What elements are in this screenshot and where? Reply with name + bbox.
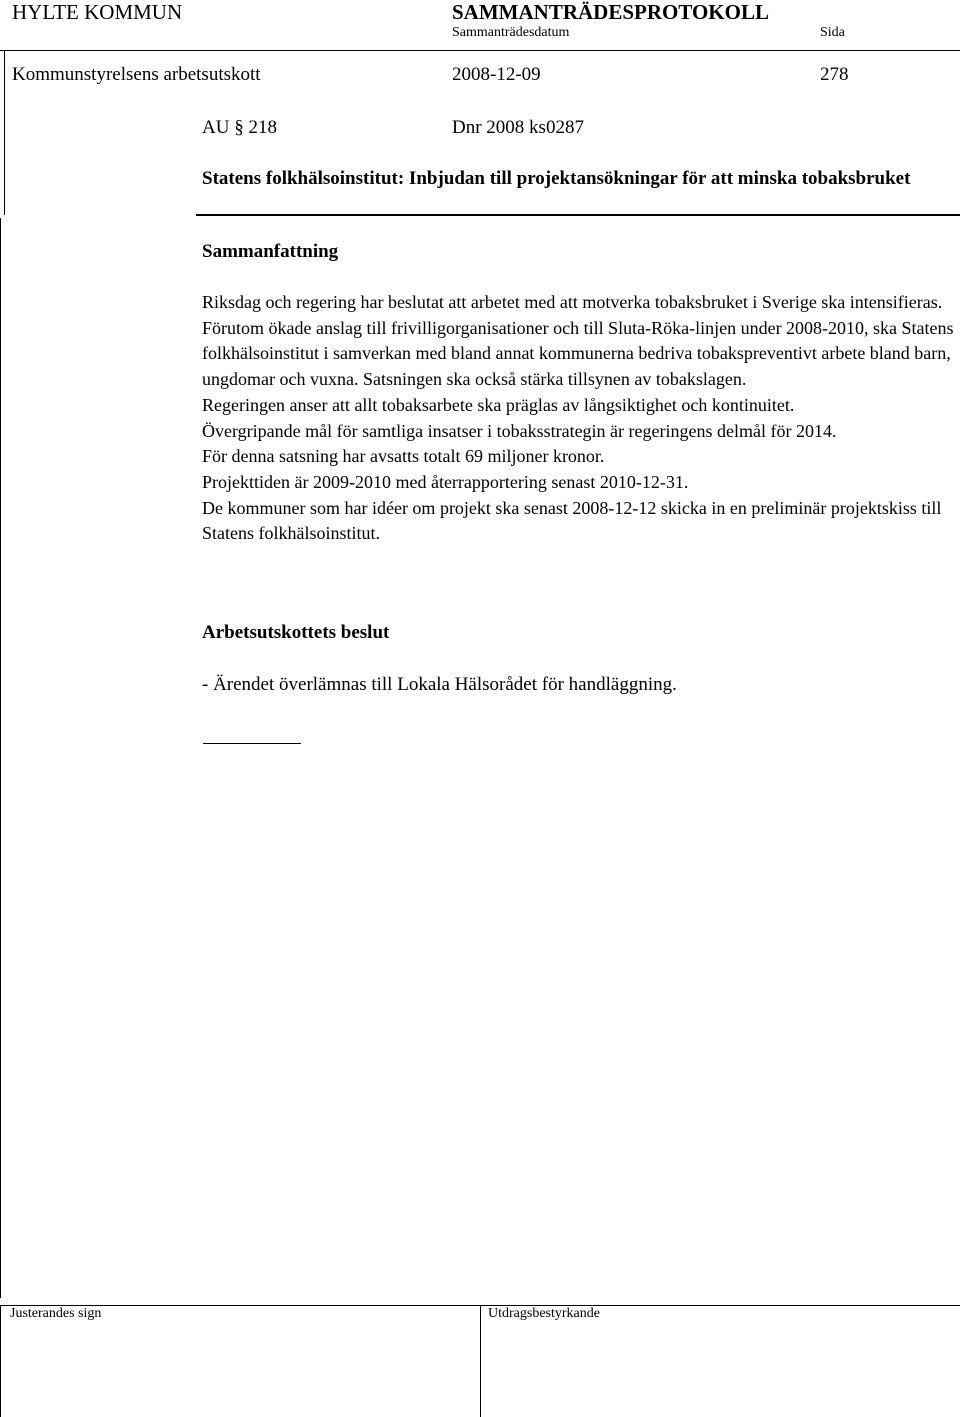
decision-heading: Arbetsutskottets beslut	[202, 622, 390, 643]
registry-number: Dnr 2008 ks0287	[452, 117, 584, 138]
summary-paragraph: Projekttiden är 2009-2010 med återrapportering senast 2010-12-31.	[202, 471, 689, 492]
end-rule	[203, 743, 301, 744]
left-margin-line-body	[0, 218, 1, 1298]
footer-left-line	[0, 1306, 1, 1417]
organization-name: HYLTE KOMMUN	[12, 0, 183, 24]
summary-heading: Sammanfattning	[202, 241, 339, 262]
left-margin-line	[4, 50, 5, 215]
case-title: Statens folkhälsoinstitut: Inbjudan till projektansökningar för att minska tobaksbruket	[202, 168, 911, 189]
summary-paragraph: För denna satsning har avsatts totalt 69 miljoner kronor.	[202, 446, 605, 467]
page-number: 278	[820, 64, 849, 85]
summary-paragraph: Övergripande mål för samtliga insatser i tobaksstrategin är regeringens delmål för 2014.	[202, 420, 837, 441]
footer-middle-line	[480, 1306, 481, 1417]
decision-text: - Ärendet överlämnas till Lokala Hälsorådet för handläggning.	[202, 674, 677, 695]
summary-text	[202, 290, 957, 547]
document-title: SAMMANTRÄDESPROTOKOLL	[452, 0, 769, 24]
case-number: AU § 218	[202, 117, 277, 138]
summary-paragraph: De kommuner som har idéer om projekt ska senast 2008-12-12 skicka in en preliminär projektskiss till Statens folkhälsoinstitut.	[202, 497, 942, 544]
meeting-date: 2008-12-09	[452, 64, 541, 85]
summary-paragraph: Regeringen anser att allt tobaksarbete ska präglas av långsiktighet och kontinuitet.	[202, 394, 795, 415]
page-label: Sida	[820, 25, 845, 40]
meeting-body: Kommunstyrelsens arbetsutskott	[12, 64, 261, 85]
certification-label: Utdragsbestyrkande	[488, 1306, 600, 1321]
meeting-date-label: Sammanträdesdatum	[452, 25, 570, 40]
title-divider	[196, 214, 960, 216]
header-divider	[0, 50, 960, 51]
signature-label: Justerandes sign	[10, 1306, 102, 1321]
summary-paragraph: Riksdag och regering har beslutat att arbetet med att motverka tobaksbruket i Sverige ska intensifieras. Förutom ökade anslag till frivilligorganisationer och till Sluta-Röka-linjen under 2008-2010, ska Statens folkhälsoinstitut i samverkan med bland annat kommunerna bedriva tobakspreventivt arbete bland barn, ungdomar och vuxna. Satsningen ska också stärka tillsynen av tobakslagen.	[202, 292, 954, 390]
